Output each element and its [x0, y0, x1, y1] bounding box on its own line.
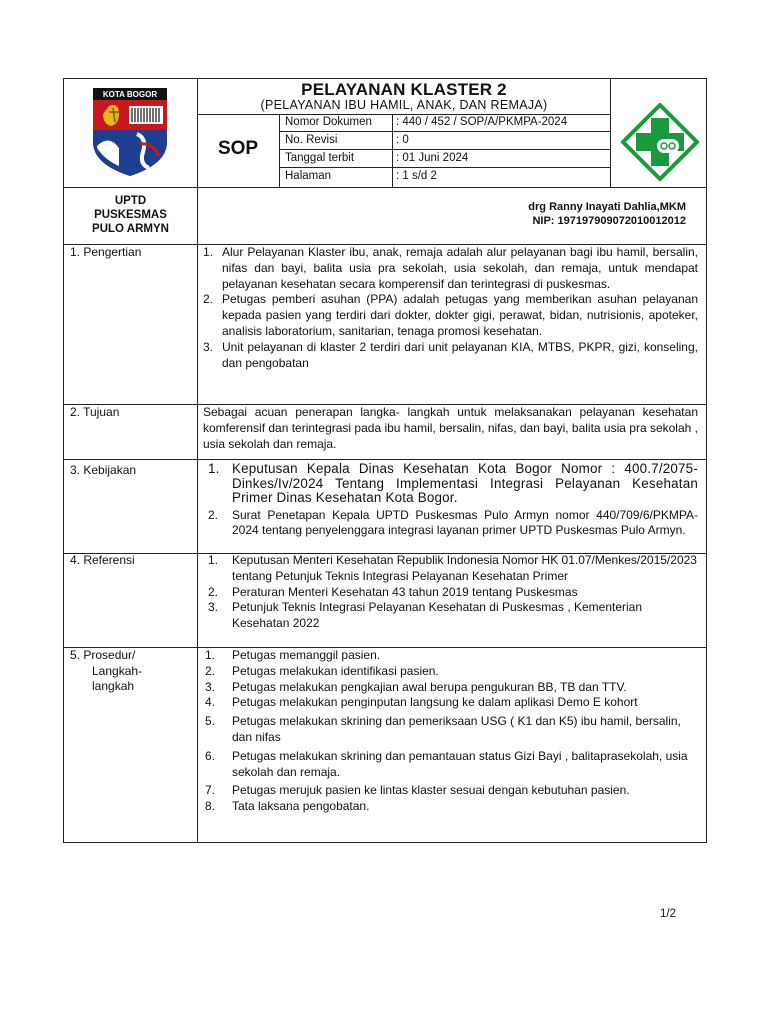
- document-subtitle: (PELAYANAN IBU HAMIL, ANAK, DAN REMAJA): [260, 98, 548, 112]
- divider: [610, 78, 611, 187]
- divider: [279, 114, 280, 187]
- list-item: [203, 714, 698, 746]
- label-line: langkah: [92, 679, 135, 693]
- list-item: [203, 680, 698, 696]
- section-kebijakan: [203, 462, 698, 539]
- item-text: Petugas memanggil pasien.: [232, 648, 381, 662]
- list-item: [203, 462, 698, 506]
- item-text: Petugas melakukan identifikasi pasien.: [232, 663, 439, 678]
- section-tujuan: Sebagai acuan penerapan langka- langkah untuk melaksanakan pelayanan kesehatan komferensif dan terintegrasi pada ibu hamil, bersalin, nifas, dan bayi, balita usia pra sekolah , usia sekolah dan remaja.: [203, 405, 698, 451]
- org-line: UPTD: [114, 195, 147, 207]
- item-text: Petunjuk Teknis Integrasi Pelayanan Kesehatan di Puskesmas , Kementerian Kesehatan 2022: [232, 600, 643, 631]
- section-prosedur: [203, 648, 698, 815]
- section-pengertian: [203, 245, 698, 371]
- item-number: 6.: [205, 748, 216, 763]
- org-line: PUSKESMAS: [94, 209, 167, 221]
- item-text: Petugas melakukan penginputan langsung ke dalam aplikasi Demo E kohort: [232, 695, 638, 710]
- section-label-kebijakan: 3. Kebijakan: [70, 463, 137, 477]
- item-text: Alur Pelayanan Klaster ibu, anak, remaja adalah alur pelayanan bagi ibu hamil, bersalin, nifas dan bayi, balita usia pra sekolah, usia sekolah, dan remaja, untuk mendapat pelayanan kesehatan secara komperensif dan terintegrasi di puskesmas.: [222, 245, 698, 291]
- list-item: [203, 508, 698, 539]
- signer-block: [528, 200, 686, 228]
- list-item: [203, 553, 698, 585]
- list-item: [203, 664, 698, 680]
- meta-value: : 01 Juni 2024: [396, 152, 469, 164]
- list-item: [203, 340, 698, 372]
- list-item: [203, 799, 698, 815]
- section-label-pengertian: 1. Pengertian: [70, 245, 142, 259]
- item-text: Keputusan Kepala Dinas Kesehatan Kota Bogor Nomor : 400.7/2075-Dinkes/Iv/2024 Tentang Implementasi Integrasi Pelayanan Kesehatan Primer Dinas Kesehatan Kota Bogor.: [232, 461, 698, 505]
- item-text: Unit pelayanan di klaster 2 terdiri dari unit pelayanan KIA, MTBS, PKPR, gizi, konseling, dan pengobatan: [222, 339, 698, 370]
- item-number: 1.: [203, 245, 214, 259]
- item-number: 1.: [208, 461, 220, 476]
- list-item: [203, 749, 698, 781]
- list-item: [203, 600, 698, 632]
- divider: [197, 114, 610, 115]
- divider: [279, 167, 610, 168]
- section-referensi: [203, 553, 698, 632]
- item-text: Tata laksana pengobatan.: [232, 799, 370, 814]
- item-number: 2.: [208, 584, 219, 599]
- label-line: Langkah-: [92, 663, 143, 678]
- list-item: [203, 585, 698, 601]
- page-number: 1/2: [660, 908, 676, 920]
- signer-nip: NIP: 197197909072010012012: [532, 215, 686, 227]
- org-line: PULO ARMYN: [92, 223, 169, 235]
- meta-value: : 0: [396, 134, 409, 146]
- item-text: Surat Penetapan Kepala UPTD Puskesmas Pulo Armyn nomor 440/709/6/PKMPA-2024 tentang penyelenggara integrasi layanan primer UPTD Puskesmas Pulo Armyn.: [232, 507, 698, 537]
- meta-key: Halaman: [285, 170, 332, 182]
- meta-key: Tanggal terbit: [285, 152, 355, 164]
- item-number: 1.: [205, 648, 216, 662]
- divider: [279, 131, 610, 132]
- meta-value: : 440 / 452 / SOP/A/PKMPA-2024: [396, 116, 568, 128]
- item-number: 2.: [203, 292, 214, 307]
- item-number: 2.: [208, 507, 219, 522]
- divider: [197, 78, 198, 843]
- item-text: Petugas merujuk pasien ke lintas klaster sesuai dengan kebutuhan pasien.: [232, 783, 630, 798]
- list-item: [203, 648, 698, 664]
- document-title: PELAYANAN KLASTER 2: [301, 80, 507, 99]
- item-number: 3.: [203, 339, 214, 354]
- section-label-prosedur: [70, 648, 142, 695]
- crest-text: KOTA BOGOR: [102, 90, 158, 99]
- item-text: Petugas melakukan pengkajian awal berupa pengukuran BB, TB dan TTV.: [232, 679, 627, 694]
- item-number: 3.: [208, 600, 219, 615]
- section-label-tujuan: 2. Tujuan: [70, 405, 120, 419]
- item-number: 5.: [205, 714, 216, 729]
- meta-key: Nomor Dokumen: [285, 116, 372, 128]
- item-text: Petugas melakukan skrining dan pemeriksaan USG ( K1 dan K5) ibu hamil, bersalin, dan nifas: [232, 714, 681, 744]
- doc-type-label: SOP: [217, 138, 259, 159]
- meta-value: : 1 s/d 2: [396, 170, 437, 182]
- item-number: 2.: [205, 663, 216, 678]
- meta-key: No. Revisi: [285, 134, 338, 146]
- list-item: [203, 695, 698, 711]
- item-number: 8.: [205, 799, 216, 814]
- puskesmas-logo: [621, 103, 699, 181]
- item-number: 1.: [208, 553, 219, 567]
- list-item: [203, 292, 698, 339]
- kota-bogor-crest-logo: [89, 86, 171, 178]
- list-item: [203, 245, 698, 292]
- label-line: 5. Prosedur/: [70, 648, 136, 662]
- divider: [279, 149, 610, 150]
- list-item: [203, 783, 698, 799]
- item-text: Petugas melakukan skrining dan pemantauan status Gizi Bayi , balitaprasekolah, usia sekolah dan remaja.: [232, 748, 688, 779]
- divider: [63, 187, 707, 188]
- section-label-referensi: 4. Referensi: [70, 553, 135, 567]
- item-number: 7.: [205, 783, 216, 798]
- organization-name: [64, 194, 197, 236]
- signer-name: drg Ranny Inayati Dahlia,MKM: [528, 201, 686, 213]
- item-text: Petugas pemberi asuhan (PPA) adalah petugas yang memberikan asuhan pelayanan kepada pasien yang terdiri dari dokter, dokter gigi, perawat, bidan, nutrisionis, apoteker, analisis laboratorium, sanitarian, tenaga promosi kesehatan.: [222, 292, 698, 338]
- item-text: Keputusan Menteri Kesehatan Republik Indonesia Nomor HK 01.07/Menkes/2015/2023 tentang Petunjuk Teknis Integrasi Pelayanan Kesehatan Primer: [232, 553, 697, 583]
- divider: [392, 114, 393, 187]
- item-number: 3.: [205, 679, 216, 694]
- item-text: Peraturan Menteri Kesehatan 43 tahun 2019 tentang Puskesmas: [232, 584, 578, 599]
- divider: [63, 459, 707, 460]
- item-number: 4.: [205, 695, 216, 710]
